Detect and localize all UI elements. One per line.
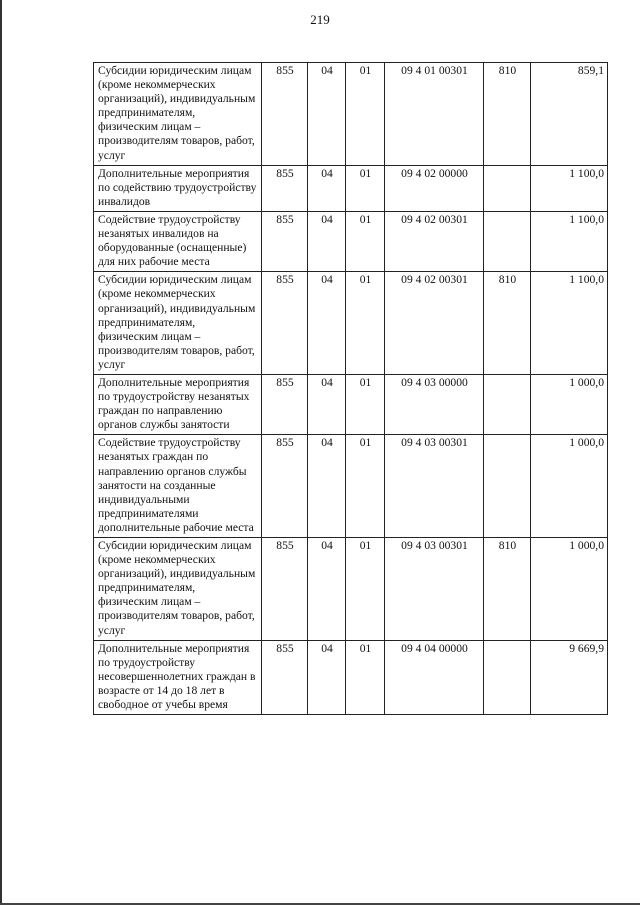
row-ministry-code: 855 — [262, 272, 308, 375]
row-name: Содействие трудоустройству незанятых инвалидов на оборудованные (оснащенные) для них рабочие места — [94, 211, 262, 271]
row-target-code: 09 4 03 00301 — [385, 435, 484, 538]
row-subsection-code: 01 — [346, 538, 385, 641]
row-ministry-code: 855 — [262, 538, 308, 641]
row-target-code: 09 4 02 00000 — [385, 165, 484, 211]
row-sum: 859,1 — [531, 63, 608, 166]
row-subsection-code: 01 — [346, 272, 385, 375]
row-section-code: 04 — [308, 435, 346, 538]
table-row — [94, 165, 608, 211]
row-sum: 1 000,0 — [531, 374, 608, 434]
row-name: Субсидии юридическим лицам (кроме некоммерческих организаций), индивидуальным предпринимателям, физическим лицам – производителям товаров, работ, услуг — [94, 63, 262, 166]
row-ministry-code: 855 — [262, 211, 308, 271]
row-section-code: 04 — [308, 272, 346, 375]
row-expense-code: 810 — [484, 63, 531, 166]
budget-table — [93, 62, 608, 715]
table-row — [94, 640, 608, 714]
row-name: Субсидии юридическим лицам (кроме некоммерческих организаций), индивидуальным предпринимателям, физическим лицам – производителям товаров, работ, услуг — [94, 538, 262, 641]
table-row — [94, 211, 608, 271]
row-section-code: 04 — [308, 374, 346, 434]
row-target-code: 09 4 02 00301 — [385, 272, 484, 375]
table-row — [94, 63, 608, 166]
row-sum: 9 669,9 — [531, 640, 608, 714]
row-expense-code — [484, 374, 531, 434]
row-name: Дополнительные мероприятия по трудоустройству несовершеннолетних граждан в возрасте от 14 до 18 лет в свободное от учебы время — [94, 640, 262, 714]
row-name: Дополнительные мероприятия по содействию трудоустройству инвалидов — [94, 165, 262, 211]
page-number: 219 — [310, 12, 330, 27]
row-ministry-code: 855 — [262, 374, 308, 434]
row-sum: 1 100,0 — [531, 272, 608, 375]
row-section-code: 04 — [308, 165, 346, 211]
row-subsection-code: 01 — [346, 435, 385, 538]
row-target-code: 09 4 03 00301 — [385, 538, 484, 641]
row-name: Субсидии юридическим лицам (кроме некоммерческих организаций), индивидуальным предпринимателям, физическим лицам – производителям товаров, работ, услуг — [94, 272, 262, 375]
row-expense-code: 810 — [484, 272, 531, 375]
row-section-code: 04 — [308, 63, 346, 166]
row-subsection-code: 01 — [346, 165, 385, 211]
row-subsection-code: 01 — [346, 640, 385, 714]
row-subsection-code: 01 — [346, 63, 385, 166]
row-subsection-code: 01 — [346, 374, 385, 434]
row-name: Дополнительные мероприятия по трудоустройству незанятых граждан по направлению органов службы занятости — [94, 374, 262, 434]
row-name: Содействие трудоустройству незанятых граждан по направлению органов службы занятости на созданные индивидуальными предпринимателями дополнительные рабочие места — [94, 435, 262, 538]
row-sum: 1 000,0 — [531, 435, 608, 538]
row-sum: 1 100,0 — [531, 165, 608, 211]
table-row — [94, 374, 608, 434]
row-section-code: 04 — [308, 640, 346, 714]
row-target-code: 09 4 01 00301 — [385, 63, 484, 166]
row-target-code: 09 4 03 00000 — [385, 374, 484, 434]
row-expense-code — [484, 165, 531, 211]
scan-left-edge — [0, 0, 2, 905]
row-subsection-code: 01 — [346, 211, 385, 271]
row-section-code: 04 — [308, 211, 346, 271]
row-ministry-code: 855 — [262, 165, 308, 211]
row-expense-code — [484, 211, 531, 271]
row-expense-code — [484, 435, 531, 538]
row-sum: 1 000,0 — [531, 538, 608, 641]
row-target-code: 09 4 04 00000 — [385, 640, 484, 714]
row-expense-code — [484, 640, 531, 714]
row-ministry-code: 855 — [262, 435, 308, 538]
row-expense-code: 810 — [484, 538, 531, 641]
table-row — [94, 435, 608, 538]
row-target-code: 09 4 02 00301 — [385, 211, 484, 271]
row-sum: 1 100,0 — [531, 211, 608, 271]
row-section-code: 04 — [308, 538, 346, 641]
table-row — [94, 272, 608, 375]
table-row — [94, 538, 608, 641]
row-ministry-code: 855 — [262, 63, 308, 166]
row-ministry-code: 855 — [262, 640, 308, 714]
